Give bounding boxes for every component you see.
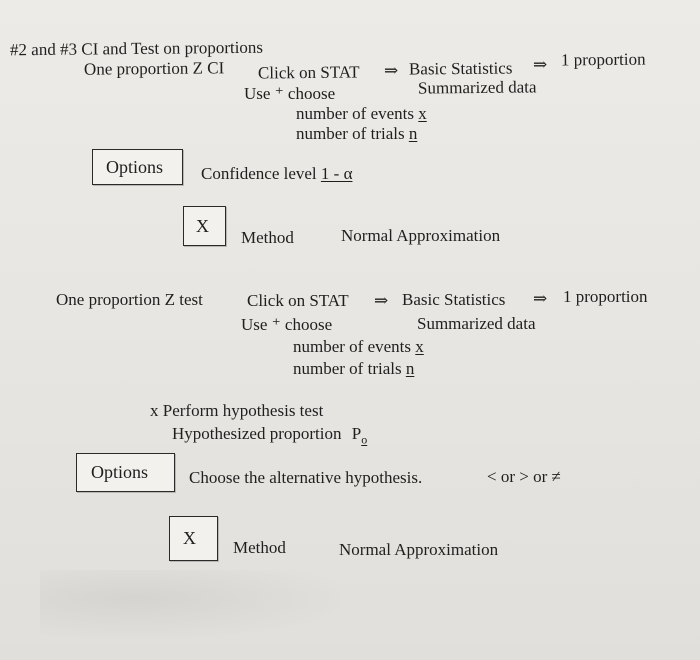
test-trials — [293, 359, 414, 379]
ci-confidence-label: Confidence level — [201, 164, 317, 183]
test-trials-label: number of trials — [293, 359, 402, 378]
ci-summarized-data: Summarized data — [417, 77, 537, 98]
ci-one-proportion: 1 proportion — [560, 49, 646, 70]
test-title: One proportion Z test — [56, 290, 203, 309]
ci-method: Method — [241, 228, 294, 247]
ci-click-stat: Click on STAT — [257, 62, 360, 83]
test-click-stat: Click on STAT — [247, 291, 349, 310]
test-basic-stats: Basic Statistics — [402, 290, 506, 309]
ci-x-mark: X — [196, 216, 209, 236]
test-events — [293, 337, 424, 357]
heading: #2 and #3 CI and Test on proportions — [9, 37, 264, 60]
ci-confidence — [201, 164, 352, 184]
ci-title: One proportion Z CI — [83, 58, 225, 79]
test-hyp-label: Hypothesized proportion — [172, 424, 342, 443]
ci-events-label: number of events — [296, 104, 415, 123]
test-choose-alt: Choose the alternative hypothesis. — [189, 468, 423, 487]
test-options-label: Options — [91, 462, 149, 482]
ci-options-label: Options — [106, 157, 164, 177]
ci-confidence-value: 1 - α — [320, 164, 353, 183]
test-trials-var: n — [405, 359, 415, 378]
test-arrow-2: ⇒ — [533, 289, 548, 308]
ci-arrow-1: ⇒ — [384, 61, 399, 80]
test-alt-symbols: < or > or ≠ — [487, 467, 561, 486]
ci-trials — [296, 124, 417, 144]
ci-events-var: x — [418, 104, 427, 123]
test-p0 — [351, 424, 368, 447]
ci-normal-approx: Normal Approximation — [341, 226, 501, 245]
test-arrow-1: ⇒ — [374, 291, 389, 310]
test-p0-sub: o — [361, 432, 368, 447]
ci-trials-var: n — [408, 124, 418, 143]
test-one-proportion: 1 proportion — [563, 287, 648, 306]
ci-use-choose: Use ⁺ choose — [244, 84, 336, 103]
paper-shadow — [40, 570, 360, 640]
test-events-var: x — [415, 337, 424, 356]
test-p0-letter: P — [351, 424, 362, 443]
test-use-choose: Use ⁺ choose — [241, 315, 333, 334]
test-perform: x Perform hypothesis test — [150, 401, 324, 420]
test-events-label: number of events — [293, 337, 412, 356]
ci-basic-stats: Basic Statistics — [408, 58, 513, 79]
ci-events — [296, 104, 427, 124]
ci-arrow-2: ⇒ — [533, 55, 548, 74]
test-normal-approx: Normal Approximation — [339, 540, 499, 559]
test-x-mark: X — [183, 528, 196, 548]
test-summarized-data: Summarized data — [417, 314, 536, 333]
ci-trials-label: number of trials — [296, 124, 405, 143]
test-method: Method — [233, 538, 286, 557]
test-hypothesized — [172, 424, 367, 449]
